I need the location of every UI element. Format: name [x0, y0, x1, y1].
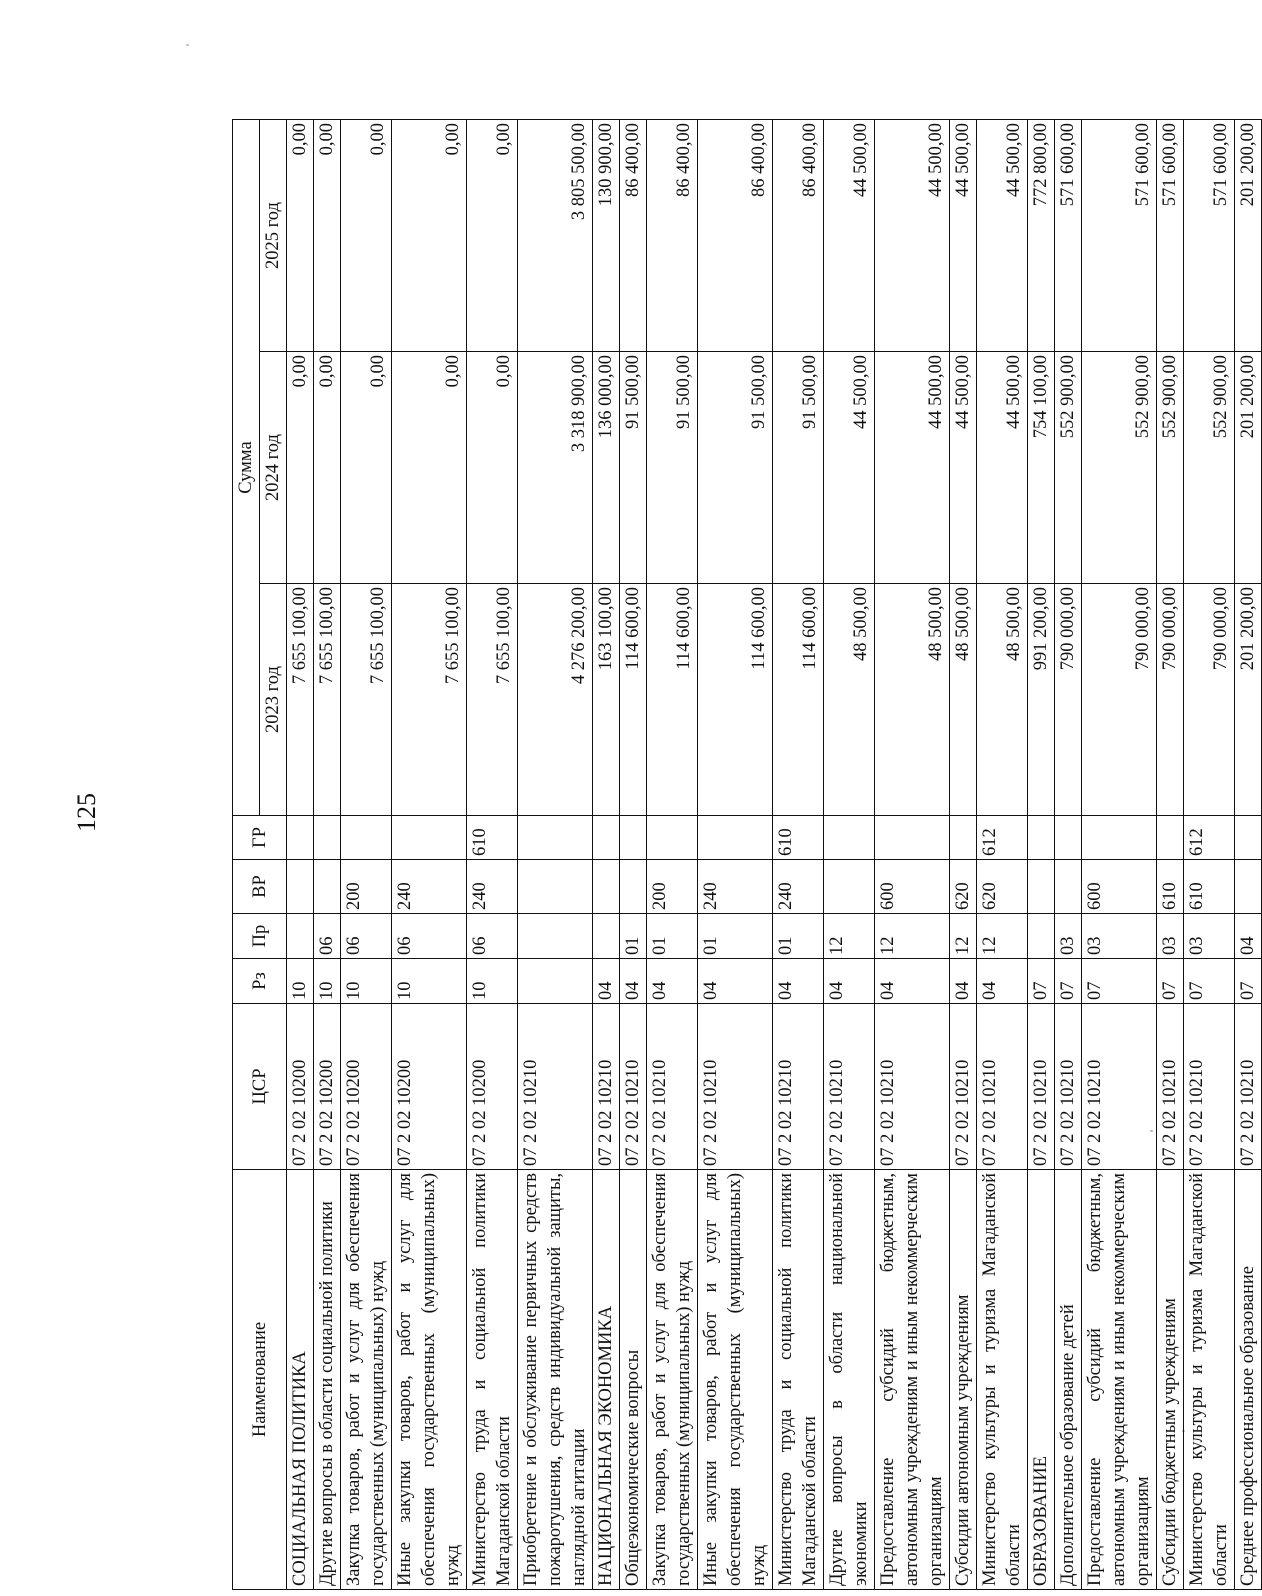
header-name: Наименование: [233, 1170, 287, 1590]
cell-name: Министерство труда и социальной политики Магаданской области: [773, 1170, 824, 1590]
cell-csr: 07 2 02 10210: [518, 1004, 593, 1170]
cell-y2024: 44 500,00: [977, 352, 1028, 584]
cell-y2025: 44 500,00: [875, 120, 950, 352]
cell-name: Субсидии бюджетным учреждениям: [1157, 1170, 1184, 1590]
cell-vr: 200: [647, 860, 698, 914]
table-row: [977, 120, 1028, 1590]
cell-y2023: 48 500,00: [977, 584, 1028, 816]
cell-rz: 07: [1184, 959, 1235, 1004]
table-row: [341, 120, 392, 1590]
cell-y2023: 7 655 100,00: [314, 584, 341, 816]
cell-name: Предоставление субсидий бюджетным, автономным учреждениям и иным некоммерческим организациям: [1082, 1170, 1157, 1590]
cell-rz: 04: [773, 959, 824, 1004]
cell-pr: 01: [773, 914, 824, 959]
cell-vr: [1055, 860, 1082, 914]
cell-rz: 07: [1082, 959, 1157, 1004]
cell-gr: [341, 816, 392, 860]
cell-name: Министерство культуры и туризма Магаданской области: [1184, 1170, 1235, 1590]
cell-rz: 10: [467, 959, 518, 1004]
cell-gr: [1028, 816, 1055, 860]
cell-pr: 03: [1055, 914, 1082, 959]
table-row: [314, 120, 341, 1590]
cell-gr: [1055, 816, 1082, 860]
cell-y2025: 0,00: [287, 120, 314, 352]
cell-name: Закупка товаров, работ и услуг для обеспечения государственных (муниципальных) нужд: [647, 1170, 698, 1590]
table-row: [518, 120, 593, 1590]
cell-y2023: 991 200,00: [1028, 584, 1055, 816]
cell-y2025: 44 500,00: [977, 120, 1028, 352]
cell-gr: [287, 816, 314, 860]
cell-pr: 03: [1157, 914, 1184, 959]
cell-vr: 240: [467, 860, 518, 914]
cell-y2024: 44 500,00: [950, 352, 977, 584]
cell-y2025: 571 600,00: [1184, 120, 1235, 352]
cell-rz: 04: [977, 959, 1028, 1004]
cell-y2023: 114 600,00: [620, 584, 647, 816]
cell-y2025: 0,00: [341, 120, 392, 352]
cell-vr: 620: [977, 860, 1028, 914]
cell-y2024: 552 900,00: [1157, 352, 1184, 584]
cell-gr: 610: [773, 816, 824, 860]
cell-vr: 200: [341, 860, 392, 914]
cell-name: Министерство культуры и туризма Магаданской области: [977, 1170, 1028, 1590]
cell-y2024: 44 500,00: [875, 352, 950, 584]
header-gr: ГР: [233, 816, 287, 860]
table-row: [392, 120, 467, 1590]
cell-y2025: 571 600,00: [1157, 120, 1184, 352]
cell-rz: 04: [620, 959, 647, 1004]
cell-rz: 07: [1055, 959, 1082, 1004]
cell-y2023: 7 655 100,00: [392, 584, 467, 816]
cell-pr: 06: [341, 914, 392, 959]
cell-pr: 01: [620, 914, 647, 959]
cell-name: НАЦИОНАЛЬНАЯ ЭКОНОМИКА: [593, 1170, 620, 1590]
cell-y2023: 48 500,00: [950, 584, 977, 816]
cell-pr: 03: [1184, 914, 1235, 959]
table-row: [1235, 120, 1262, 1590]
cell-pr: 06: [314, 914, 341, 959]
cell-y2024: 0,00: [314, 352, 341, 584]
cell-pr: 06: [392, 914, 467, 959]
header-csr: ЦСР: [233, 1004, 287, 1170]
cell-rz: 04: [875, 959, 950, 1004]
cell-pr: 12: [824, 914, 875, 959]
cell-csr: 07 2 02 10210: [773, 1004, 824, 1170]
cell-vr: [824, 860, 875, 914]
cell-y2024: 0,00: [392, 352, 467, 584]
cell-gr: 610: [467, 816, 518, 860]
cell-gr: [392, 816, 467, 860]
cell-name: ОБРАЗОВАНИЕ: [1028, 1170, 1055, 1590]
cell-name: Предоставление субсидий бюджетным, автономным учреждениям и иным некоммерческим организациям: [875, 1170, 950, 1590]
cell-y2024: 91 500,00: [647, 352, 698, 584]
cell-y2024: 552 900,00: [1082, 352, 1157, 584]
cell-y2023: 790 000,00: [1184, 584, 1235, 816]
cell-csr: 07 2 02 10210: [1157, 1004, 1184, 1170]
cell-rz: 07: [1157, 959, 1184, 1004]
cell-y2023: 790 000,00: [1055, 584, 1082, 816]
scan-speck: [186, 44, 189, 46]
cell-y2023: 48 500,00: [824, 584, 875, 816]
cell-csr: 07 2 02 10200: [341, 1004, 392, 1170]
cell-name: Министерство труда и социальной политики Магаданской области: [467, 1170, 518, 1590]
cell-gr: [518, 816, 593, 860]
cell-pr: [287, 914, 314, 959]
cell-name: Общеэкономические вопросы: [620, 1170, 647, 1590]
cell-vr: [593, 860, 620, 914]
table-row: [593, 120, 620, 1590]
cell-pr: 01: [647, 914, 698, 959]
cell-vr: [1028, 860, 1055, 914]
header-2025: 2025 год: [260, 120, 287, 352]
cell-y2024: 91 500,00: [698, 352, 773, 584]
header-vr: ВР: [233, 860, 287, 914]
cell-pr: 12: [977, 914, 1028, 959]
cell-csr: 07 2 02 10200: [467, 1004, 518, 1170]
cell-csr: 07 2 02 10210: [593, 1004, 620, 1170]
cell-name: Среднее профессиональное образование: [1235, 1170, 1262, 1590]
page-number: 125: [72, 793, 101, 832]
cell-y2023: 7 655 100,00: [341, 584, 392, 816]
cell-y2023: 114 600,00: [647, 584, 698, 816]
cell-rz: 04: [950, 959, 977, 1004]
cell-rz: 10: [392, 959, 467, 1004]
cell-vr: 240: [698, 860, 773, 914]
header-sum: Сумма: [233, 120, 260, 816]
cell-gr: [1082, 816, 1157, 860]
cell-csr: 07 2 02 10210: [698, 1004, 773, 1170]
cell-y2023: 7 655 100,00: [467, 584, 518, 816]
cell-gr: [950, 816, 977, 860]
cell-y2023: 114 600,00: [773, 584, 824, 816]
cell-name: Другие вопросы в области национальной экономики: [824, 1170, 875, 1590]
cell-gr: [1157, 816, 1184, 860]
cell-y2023: 4 276 200,00: [518, 584, 593, 816]
cell-name: Приобретение и обслуживание первичных средств пожаротушения, средств индивидуальной защиты, наглядной агитации: [518, 1170, 593, 1590]
table-row: [647, 120, 698, 1590]
cell-gr: [593, 816, 620, 860]
cell-rz: 04: [593, 959, 620, 1004]
header-pr: Пр: [233, 914, 287, 959]
cell-name: СОЦИАЛЬНАЯ ПОЛИТИКА: [287, 1170, 314, 1590]
cell-gr: [647, 816, 698, 860]
cell-y2024: 136 000,00: [593, 352, 620, 584]
cell-y2024: 201 200,00: [1235, 352, 1262, 584]
cell-y2025: 86 400,00: [647, 120, 698, 352]
table-row: [824, 120, 875, 1590]
cell-y2024: 0,00: [341, 352, 392, 584]
cell-rz: [518, 959, 593, 1004]
cell-csr: 07 2 02 10200: [392, 1004, 467, 1170]
cell-pr: [593, 914, 620, 959]
table-header: [233, 120, 287, 1590]
cell-y2024: 552 900,00: [1055, 352, 1082, 584]
cell-y2025: 86 400,00: [773, 120, 824, 352]
cell-csr: 07 2 02 10210: [1082, 1004, 1157, 1170]
cell-gr: [620, 816, 647, 860]
cell-gr: 612: [977, 816, 1028, 860]
cell-vr: [1235, 860, 1262, 914]
cell-rz: 04: [647, 959, 698, 1004]
cell-y2025: 44 500,00: [824, 120, 875, 352]
cell-y2025: 86 400,00: [620, 120, 647, 352]
cell-y2024: 0,00: [467, 352, 518, 584]
cell-csr: 07 2 02 10210: [1055, 1004, 1082, 1170]
cell-pr: 12: [875, 914, 950, 959]
table-row: [875, 120, 950, 1590]
cell-vr: [518, 860, 593, 914]
cell-y2025: 86 400,00: [698, 120, 773, 352]
cell-name: Закупка товаров, работ и услуг для обеспечения государственных (муниципальных) нужд: [341, 1170, 392, 1590]
table-row: [773, 120, 824, 1590]
cell-y2024: 91 500,00: [620, 352, 647, 584]
cell-gr: [314, 816, 341, 860]
cell-vr: 240: [392, 860, 467, 914]
cell-rz: 10: [314, 959, 341, 1004]
cell-csr: 07 2 02 10210: [1184, 1004, 1235, 1170]
cell-y2024: 91 500,00: [773, 352, 824, 584]
cell-y2025: 130 900,00: [593, 120, 620, 352]
cell-y2023: 7 655 100,00: [287, 584, 314, 816]
cell-csr: 07 2 02 10210: [875, 1004, 950, 1170]
header-2023: 2023 год: [260, 584, 287, 816]
cell-y2025: 3 805 500,00: [518, 120, 593, 352]
cell-y2023: 790 000,00: [1082, 584, 1157, 816]
cell-csr: 07 2 02 10200: [287, 1004, 314, 1170]
cell-vr: [620, 860, 647, 914]
cell-csr: 07 2 02 10210: [1235, 1004, 1262, 1170]
cell-gr: [875, 816, 950, 860]
cell-csr: 07 2 02 10210: [1028, 1004, 1055, 1170]
cell-y2025: 0,00: [467, 120, 518, 352]
table-row: [1028, 120, 1055, 1590]
cell-y2025: 571 600,00: [1055, 120, 1082, 352]
cell-csr: 07 2 02 10210: [950, 1004, 977, 1170]
cell-csr: 07 2 02 10210: [647, 1004, 698, 1170]
table-row: [620, 120, 647, 1590]
cell-y2023: 201 200,00: [1235, 584, 1262, 816]
cell-gr: [1235, 816, 1262, 860]
cell-pr: [518, 914, 593, 959]
table-row: [287, 120, 314, 1590]
cell-y2023: 48 500,00: [875, 584, 950, 816]
cell-y2023: 790 000,00: [1157, 584, 1184, 816]
cell-y2024: 44 500,00: [824, 352, 875, 584]
cell-y2024: 0,00: [287, 352, 314, 584]
cell-pr: 06: [467, 914, 518, 959]
table-row: [467, 120, 518, 1590]
cell-name: Другие вопросы в области социальной политики: [314, 1170, 341, 1590]
cell-name: Иные закупки товаров, работ и услуг для обеспечения государственных (муниципальных) нужд: [698, 1170, 773, 1590]
header-2024: 2024 год: [260, 352, 287, 584]
cell-y2025: 772 800,00: [1028, 120, 1055, 352]
cell-rz: 07: [1235, 959, 1262, 1004]
header-rz: Рз: [233, 959, 287, 1004]
cell-y2025: 0,00: [392, 120, 467, 352]
cell-pr: 03: [1082, 914, 1157, 959]
cell-csr: 07 2 02 10210: [824, 1004, 875, 1170]
table-row: [1184, 120, 1235, 1590]
cell-vr: 620: [950, 860, 977, 914]
cell-vr: 600: [875, 860, 950, 914]
cell-vr: 610: [1157, 860, 1184, 914]
cell-rz: 04: [824, 959, 875, 1004]
cell-y2025: 201 200,00: [1235, 120, 1262, 352]
cell-vr: [287, 860, 314, 914]
cell-rz: 10: [287, 959, 314, 1004]
cell-gr: 612: [1184, 816, 1235, 860]
cell-y2023: 163 100,00: [593, 584, 620, 816]
cell-vr: 600: [1082, 860, 1157, 914]
cell-csr: 07 2 02 10210: [620, 1004, 647, 1170]
rotated-table-wrapper: [232, 120, 1262, 1590]
cell-y2024: 552 900,00: [1184, 352, 1235, 584]
cell-name: Субсидии автономным учреждениям: [950, 1170, 977, 1590]
cell-y2025: 44 500,00: [950, 120, 977, 352]
cell-csr: 07 2 02 10200: [314, 1004, 341, 1170]
table-row: [1157, 120, 1184, 1590]
cell-vr: 610: [1184, 860, 1235, 914]
cell-gr: [824, 816, 875, 860]
cell-y2025: 571 600,00: [1082, 120, 1157, 352]
cell-csr: 07 2 02 10210: [977, 1004, 1028, 1170]
cell-vr: [314, 860, 341, 914]
cell-y2024: 3 318 900,00: [518, 352, 593, 584]
cell-pr: 04: [1235, 914, 1262, 959]
cell-vr: 240: [773, 860, 824, 914]
table-row: [1082, 120, 1157, 1590]
cell-y2023: 114 600,00: [698, 584, 773, 816]
cell-y2025: 0,00: [314, 120, 341, 352]
cell-name: Дополнительное образование детей: [1055, 1170, 1082, 1590]
cell-name: Иные закупки товаров, работ и услуг для обеспечения государственных (муниципальных) нужд: [392, 1170, 467, 1590]
cell-pr: 12: [950, 914, 977, 959]
table-row: [950, 120, 977, 1590]
cell-gr: [698, 816, 773, 860]
table-row: [698, 120, 773, 1590]
cell-rz: 04: [698, 959, 773, 1004]
cell-pr: [1028, 914, 1055, 959]
table-body: [287, 120, 1262, 1590]
table-row: [1055, 120, 1082, 1590]
cell-rz: 10: [341, 959, 392, 1004]
budget-table: [232, 119, 1262, 1590]
cell-pr: 01: [698, 914, 773, 959]
cell-y2024: 754 100,00: [1028, 352, 1055, 584]
cell-rz: 07: [1028, 959, 1055, 1004]
